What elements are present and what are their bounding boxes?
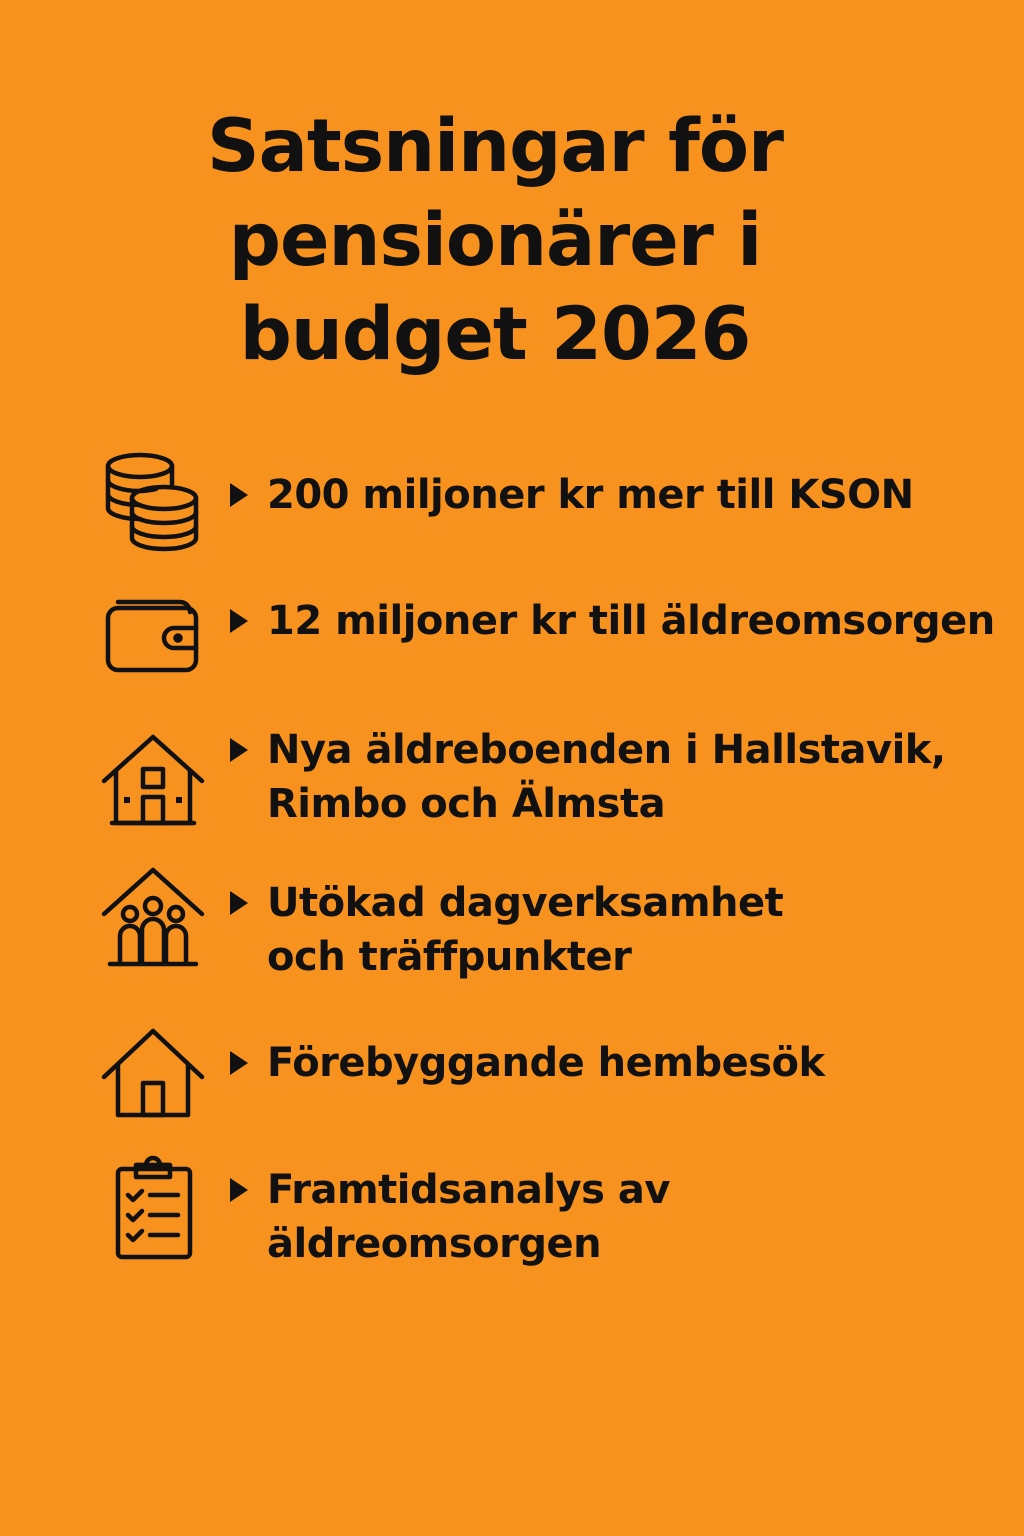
bullet-arrow-icon	[230, 609, 248, 633]
wallet-icon	[98, 582, 208, 692]
bullet-arrow-icon	[230, 1178, 248, 1202]
item-label: 12 miljoner kr till äldreomsorgen	[267, 598, 995, 644]
page-title	[0, 100, 990, 382]
title-line-2: pensionärer i	[228, 198, 762, 283]
title-line-1: Satsningar för	[207, 104, 783, 189]
bullet-arrow-icon	[230, 891, 248, 915]
item-label: Utökad dagverksamhet och träffpunkter	[267, 880, 784, 980]
item-label: Förebyggande hembesök	[267, 1040, 825, 1086]
bullet-arrow-icon	[230, 1051, 248, 1075]
bullet-arrow-icon	[230, 738, 248, 762]
house-people-icon	[98, 862, 208, 972]
item-label: Framtidsanalys av äldreomsorgen	[267, 1167, 670, 1267]
item-label: Nya äldreboenden i Hallstavik, Rimbo och Älmsta	[267, 727, 946, 827]
item-label: 200 miljoner kr mer till KSON	[267, 472, 914, 518]
house-icon	[98, 1023, 208, 1133]
clipboard-checklist-icon	[98, 1155, 208, 1265]
coins-icon	[98, 450, 208, 560]
title-line-3: budget 2026	[239, 292, 751, 377]
house-building-icon	[98, 725, 208, 835]
bullet-arrow-icon	[230, 483, 248, 507]
